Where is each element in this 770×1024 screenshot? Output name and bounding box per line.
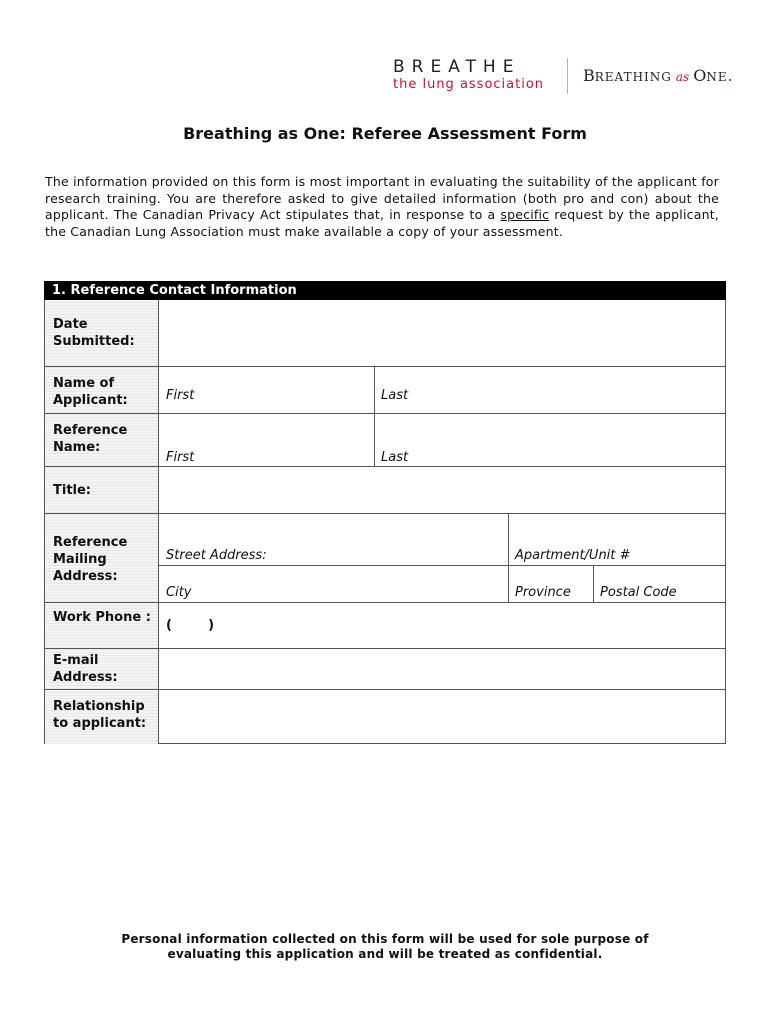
label-work-phone: Work Phone :: [45, 603, 159, 648]
email-field[interactable]: [159, 649, 725, 689]
row-applicant-name: [45, 367, 725, 414]
date-submitted-field[interactable]: [159, 300, 725, 366]
bao-as: as: [675, 70, 690, 84]
work-phone-field[interactable]: [159, 603, 725, 648]
privacy-footer: [0, 932, 770, 962]
hint-apartment: Apartment/Unit #: [515, 548, 631, 563]
street-address-field[interactable]: [159, 514, 508, 565]
logo-divider: [567, 58, 568, 94]
province-field[interactable]: [509, 566, 593, 602]
row-date-submitted: [45, 300, 725, 367]
postal-code-field[interactable]: [594, 566, 725, 602]
phone-area-code-parens: ( ): [166, 618, 215, 633]
breathe-logo-tagline: the lung association: [393, 77, 545, 92]
reference-contact-form: [44, 300, 726, 744]
hint-street-address: Street Address:: [166, 548, 267, 563]
apartment-field[interactable]: [509, 514, 725, 565]
intro-text-before: The information provided on this form is most important in evaluating the suitability of the applicant for research training. You are therefore asked to give detailed information (both pro and con) about the applicant. The Canadian Privacy Act stipulates that, in response to a: [45, 174, 719, 222]
label-date-submitted: Date Submitted:: [45, 300, 159, 366]
breathe-logo-word: BREATHE: [393, 57, 521, 77]
bao-letter-b: B: [583, 66, 595, 85]
hint-reference-first: First: [166, 450, 195, 465]
label-title: Title:: [45, 467, 159, 513]
breathe-logo: [393, 58, 555, 93]
row-work-phone: [45, 603, 725, 649]
hint-reference-last: Last: [381, 450, 409, 465]
page-title: Breathing as One: Referee Assessment Form: [183, 124, 587, 143]
intro-paragraph: [45, 174, 719, 240]
hint-applicant-first: First: [166, 388, 195, 403]
hint-postal-code: Postal Code: [600, 585, 677, 600]
label-email: E-mail Address:: [45, 649, 159, 689]
reference-last-name-field[interactable]: [375, 414, 725, 466]
label-applicant-name: Name of Applicant:: [45, 367, 159, 413]
label-mailing-address: Reference Mailing Address:: [45, 514, 159, 602]
bao-dot: .: [727, 66, 733, 85]
hint-applicant-last: Last: [381, 388, 409, 403]
label-reference-name: Reference Name:: [45, 414, 159, 466]
hint-province: Province: [515, 585, 571, 600]
intro-text-after: request by the applicant, the Canadian Lung Association must make available a copy of your assessment.: [45, 207, 719, 239]
city-field[interactable]: [159, 566, 508, 602]
reference-first-name-field[interactable]: [159, 414, 374, 466]
row-email: [45, 649, 725, 690]
bao-letter-o: O: [693, 66, 707, 85]
title-field[interactable]: [159, 467, 725, 513]
relationship-field[interactable]: [159, 690, 725, 743]
bao-word-reathing: REATHING: [594, 70, 672, 84]
row-reference-name: [45, 414, 725, 467]
hint-city: City: [166, 585, 192, 600]
footer-line-2: evaluating this application and will be treated as confidential.: [167, 947, 603, 961]
footer-line-1: Personal information collected on this form will be used for sole purpose of: [121, 932, 649, 946]
breathing-as-one-logo: [583, 66, 733, 85]
row-title: [45, 467, 725, 514]
row-mailing-address: [45, 514, 725, 603]
bao-word-ne: NE: [706, 70, 728, 84]
applicant-first-name-field[interactable]: [159, 367, 374, 413]
row-relationship: [45, 690, 725, 744]
section-header: 1. Reference Contact Information: [44, 281, 726, 300]
applicant-last-name-field[interactable]: [375, 367, 725, 413]
intro-underlined-word: specific: [500, 207, 550, 222]
label-relationship: Relationship to applicant:: [45, 690, 159, 744]
